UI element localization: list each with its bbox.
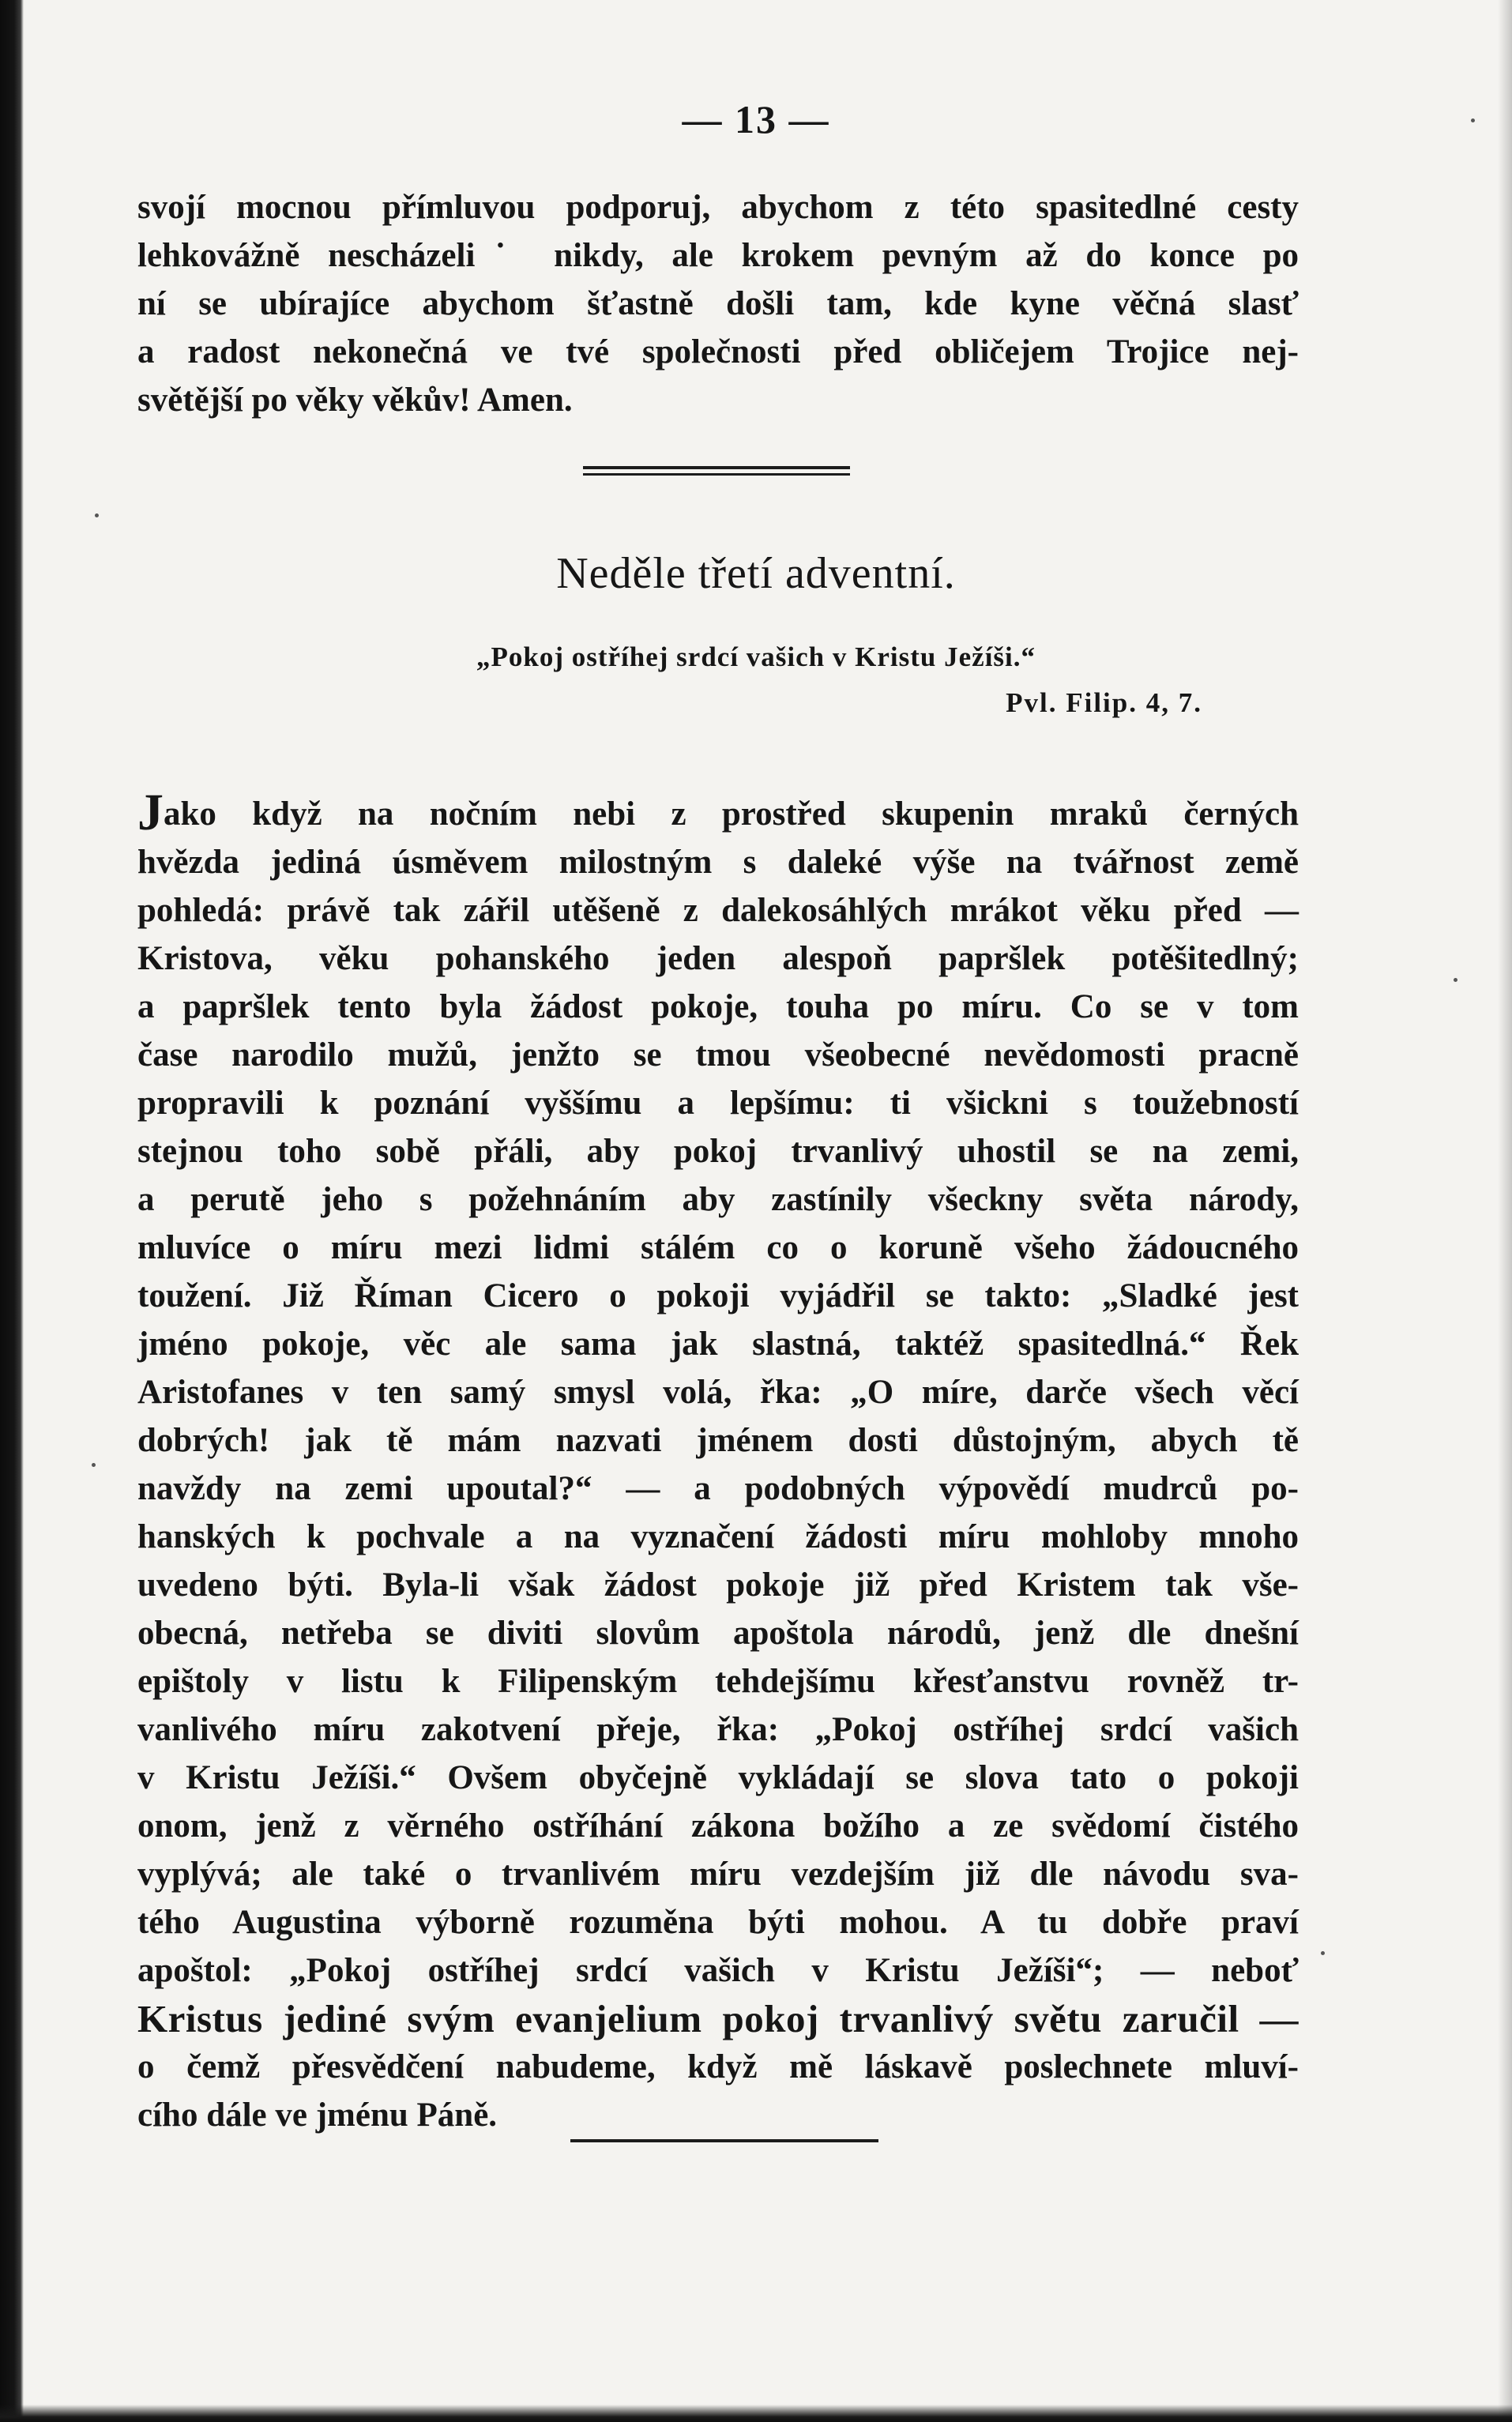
body-line: v Kristu Ježíši.“ Ovšem obyčejně vykládají se slova tato o pokoji [137, 1759, 1299, 1796]
intro-line: a radost nekonečná ve tvé společnosti před obličejem Trojice nej- [137, 333, 1299, 370]
closing-line: o čemž přesvědčení nabudeme, když mě láskavě poslechnete mluví- [137, 2048, 1299, 2085]
paper-speck [1471, 118, 1475, 122]
body-line: jméno pokoje, věc ale sama jak slastná, taktéž spasitedlná.“ Řek [137, 1326, 1299, 1363]
body-line: Kristova, věku pohanského jeden alespoň papršlek potěšitedlný; [137, 940, 1299, 977]
body-line: uvedeno býti. Byla-li však žádost pokoje již před Kristem tak vše- [137, 1566, 1299, 1604]
body-line: stejnou toho sobě přáli, aby pokoj trvanlivý uhostil se na zemi, [137, 1133, 1299, 1170]
body-line: vyplývá; ale také o trvanlivém míru vezdejším již dle návodu sva- [137, 1856, 1299, 1893]
intro-line: světější po věky věkův! Amen. [137, 382, 573, 419]
page-edge-shadow [1498, 0, 1512, 2422]
emphasis-line: Kristus jediné svým evanjelium pokoj trvanlivý světu zaručil — [137, 1997, 1299, 2040]
drop-cap: J [137, 784, 164, 841]
body-line: tého Augustina výborně rozuměna býti mohou. A tu dobře praví [137, 1904, 1299, 1941]
body-line: onom, jenž z věrného ostříhání zákona božího a ze svědomí čistého [137, 1807, 1299, 1845]
closing-line: cího dále ve jménu Páně. [137, 2097, 498, 2134]
body-line: hanských k pochvale a na vyznačení žádosti míru mohloby mnoho [137, 1518, 1299, 1555]
end-divider-rule [570, 2139, 878, 2142]
body-line: Aristofanes v ten samý smysl volá, řka: „O míre, darče všech věcí [137, 1374, 1299, 1411]
body-line: pohledá: právě tak zářil utěšeně z dalekosáhlých mrákot věku před — [137, 892, 1299, 929]
body-line: apoštol: „Pokoj ostříhej srdcí vašich v Kristu Ježíši“; — neboť [137, 1952, 1299, 1989]
paper-speck [92, 1463, 96, 1467]
page-bottom-edge [0, 2405, 1512, 2422]
main-paragraph [137, 784, 1299, 2139]
intro-line: lehkovážně nescházeli˙ nikdy, ale krokem pevným až do konce po [137, 237, 1299, 274]
body-line: obecná, netřeba se diviti slovům apoštola národů, jenž dle dnešní [137, 1615, 1299, 1652]
paper-speck [1321, 1951, 1325, 1955]
body-first-line [137, 784, 1299, 841]
intro-line: ní se ubírajíce abychom šťastně došli tam, kde kyne věčná slasť [137, 285, 1299, 322]
paper-speck [1454, 978, 1457, 982]
book-binding-shadow [0, 0, 24, 2422]
body-line: čase narodilo mužů, jenžto se tmou všeobecné nevědomosti pracně [137, 1036, 1299, 1074]
section-divider-double-rule [583, 466, 850, 476]
body-line: hvězda jediná úsměvem milostným s daleké výše na tvářnost země [137, 844, 1299, 881]
section-heading: Neděle třetí adventní. [556, 549, 956, 598]
body-line: mluvíce o míru mezi lidmi stálém co o koruně všeho žádoucného [137, 1229, 1299, 1266]
intro-line: svojí mocnou přímluvou podporuj, abychom z této spasitedlné cesty [137, 189, 1299, 226]
body-line: dobrých! jak tě mám nazvati jménem dosti důstojným, abych tě [137, 1422, 1299, 1459]
paper-speck [95, 513, 99, 517]
epigraph-reference: Pvl. Filip. 4, 7. [1006, 687, 1202, 718]
body-line: navždy na zemi upoutal?“ — a podobných výpovědí mudrců po- [137, 1470, 1299, 1507]
body-line: toužení. Již Říman Cicero o pokoji vyjádřil se takto: „Sladké jest [137, 1277, 1299, 1314]
page-number: — 13 — [682, 97, 830, 141]
body-line: epištoly v listu k Filipenským tehdejšímu křesťanstvu rovněž tr- [137, 1663, 1299, 1700]
epigraph-quote: „Pokoj ostříhej srdcí vašich v Kristu Ježíši.“ [476, 641, 1036, 672]
body-line: vanlivého míru zakotvení přeje, řka: „Pokoj ostříhej srdcí vašich [137, 1711, 1299, 1748]
body-line: a papršlek tento byla žádost pokoje, touha po míru. Co se v tom [137, 988, 1299, 1025]
body-line: propravili k poznání vyššímu a lepšímu: ti všickni s toužebností [137, 1085, 1299, 1122]
body-line: a perutě jeho s požehnáním aby zastínily všeckny světa národy, [137, 1181, 1299, 1218]
first-line-text: ako když na nočním nebi z prostřed skupenin mraků černých [164, 795, 1299, 833]
intro-paragraph [137, 183, 1299, 424]
